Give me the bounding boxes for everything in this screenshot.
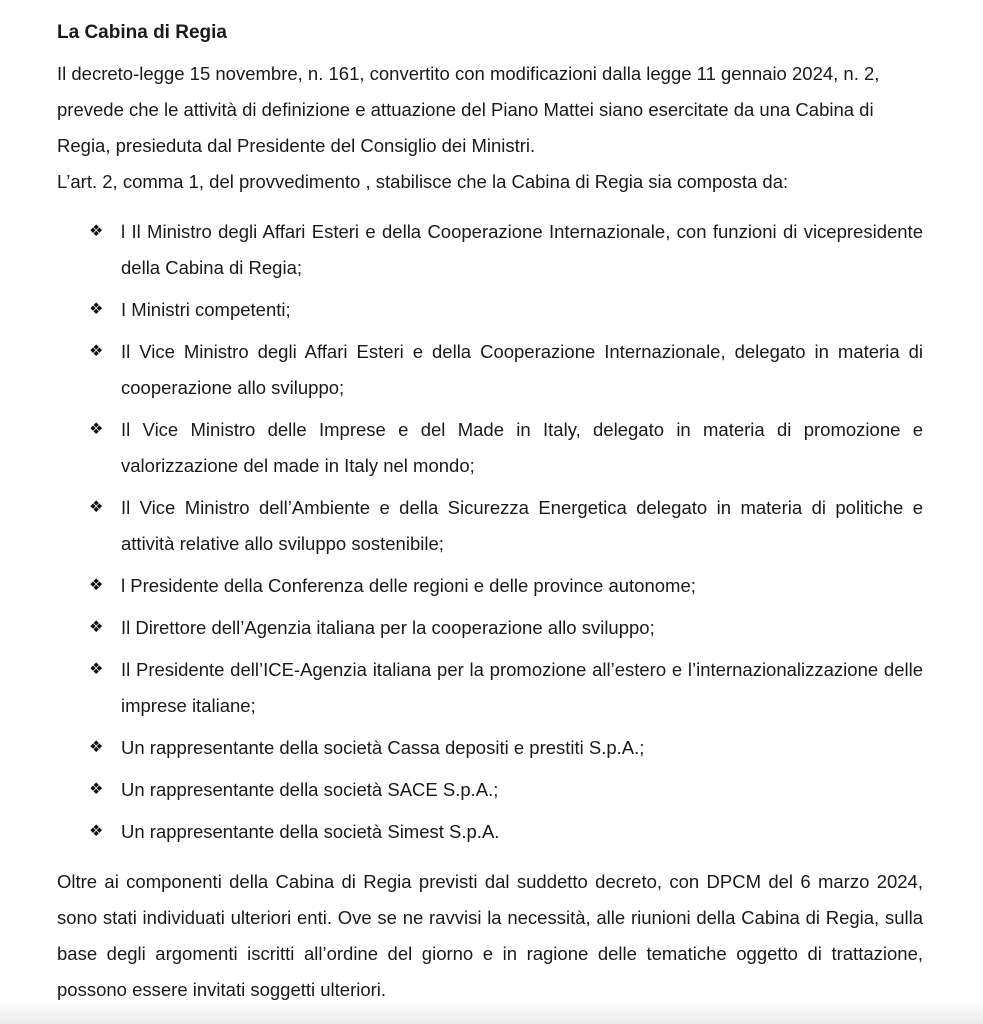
diamond-bullet-icon: ❖	[89, 739, 104, 756]
list-item-text: Il Presidente dell’ICE-Agenzia italiana per la promozione all’estero e l’internazionalizzazione delle imprese italiane;	[121, 659, 923, 716]
list-item	[57, 610, 923, 646]
diamond-bullet-icon: ❖	[89, 421, 104, 438]
list-item	[57, 730, 923, 766]
list-item-text: Il Direttore dell’Agenzia italiana per la cooperazione allo sviluppo;	[121, 617, 655, 638]
diamond-bullet-icon: ❖	[89, 661, 104, 678]
list-item	[57, 568, 923, 604]
diamond-bullet-icon: ❖	[89, 619, 104, 636]
diamond-bullet-icon: ❖	[89, 577, 104, 594]
list-item	[57, 412, 923, 484]
list-item-text: Un rappresentante della società Cassa depositi e prestiti S.p.A.;	[121, 737, 645, 758]
diamond-bullet-icon: ❖	[89, 823, 104, 840]
list-item	[57, 814, 923, 850]
list-item-text: Il Vice Ministro degli Affari Esteri e della Cooperazione Internazionale, delegato in materia di cooperazione allo sviluppo;	[121, 341, 923, 398]
bottom-edge-shadow	[0, 1000, 983, 1024]
diamond-bullet-icon: ❖	[89, 223, 104, 240]
lead-paragraph: L’art. 2, comma 1, del provvedimento , stabilisce che la Cabina di Regia sia composta da:	[57, 171, 789, 192]
section-title: La Cabina di Regia	[57, 22, 227, 43]
list-item-text: l Presidente della Conferenza delle regioni e delle province autonome;	[121, 575, 696, 596]
list-item-text: Un rappresentante della società Simest S.p.A.	[121, 821, 500, 842]
list-item-text: I Ministri competenti;	[121, 299, 291, 320]
list-item	[57, 772, 923, 808]
list-item	[57, 214, 923, 286]
diamond-bullet-icon: ❖	[89, 343, 104, 360]
intro-paragraph: Il decreto-legge 15 novembre, n. 161, convertito con modificazioni dalla legge 11 gennaio 2024, n. 2, prevede che le attività di definizione e attuazione del Piano Mattei siano esercitate da una Cabina di Regia, presieduta dal Presidente del Consiglio dei Ministri.	[57, 63, 880, 156]
list-item-text: Il Vice Ministro delle Imprese e del Made in Italy, delegato in materia di promozione e valorizzazione del made in Italy nel mondo;	[121, 419, 923, 476]
list-item-text: l Il Ministro degli Affari Esteri e della Cooperazione Internazionale, con funzioni di vicepresidente della Cabina di Regia;	[121, 221, 923, 278]
list-item	[57, 652, 923, 724]
members-list	[57, 214, 923, 850]
diamond-bullet-icon: ❖	[89, 301, 104, 318]
document-page	[57, 18, 923, 1008]
list-item-text: Il Vice Ministro dell’Ambiente e della Sicurezza Energetica delegato in materia di politiche e attività relative allo sviluppo sostenibile;	[121, 497, 923, 554]
list-item	[57, 334, 923, 406]
closing-paragraph: Oltre ai componenti della Cabina di Regia previsti dal suddetto decreto, con DPCM del 6 marzo 2024, sono stati individuati ulteriori enti. Ove se ne ravvisi la necessità, alle riunioni della Cabina di Regia, sulla base degli argomenti iscritti all’ordine del giorno e in ragione delle tematiche oggetto di trattazione, possono essere invitati soggetti ulteriori.	[57, 871, 923, 1000]
list-item	[57, 490, 923, 562]
diamond-bullet-icon: ❖	[89, 781, 104, 798]
diamond-bullet-icon: ❖	[89, 499, 104, 516]
list-item-text: Un rappresentante della società SACE S.p.A.;	[121, 779, 499, 800]
list-item	[57, 292, 923, 328]
